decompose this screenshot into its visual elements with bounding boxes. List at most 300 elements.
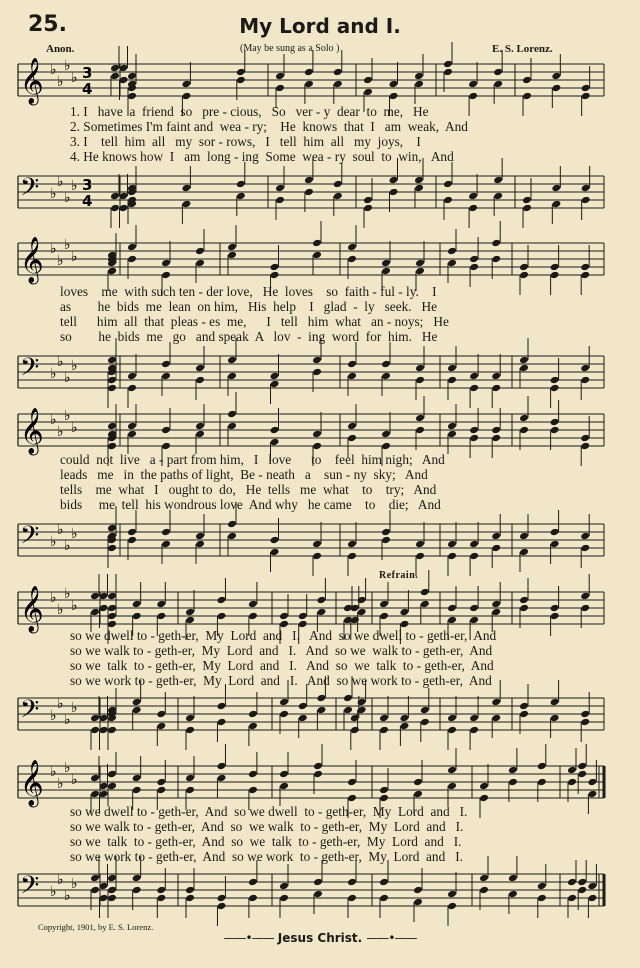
- notehead: [415, 267, 425, 276]
- notehead: [537, 882, 547, 891]
- notehead: [304, 68, 314, 77]
- lyric-line: so we talk to - geth-er, And so we talk to - geth-er, My Lord and I.: [70, 834, 462, 849]
- flat-icon: ♭: [64, 190, 71, 206]
- notehead: [195, 247, 205, 256]
- notehead: [216, 702, 226, 711]
- notehead: [236, 192, 246, 201]
- notehead: [279, 770, 289, 779]
- notehead: [248, 878, 258, 887]
- notehead: [415, 259, 425, 268]
- notehead: [127, 384, 137, 393]
- flat-icon: ♭: [50, 62, 57, 78]
- flat-icon: ♭: [57, 522, 64, 538]
- notehead: [522, 76, 532, 85]
- notehead: [156, 778, 166, 787]
- notehead: [132, 774, 142, 783]
- notehead: [107, 384, 117, 393]
- flat-icon: ♭: [50, 412, 57, 428]
- notehead: [216, 718, 226, 727]
- notehead: [537, 762, 547, 771]
- flat-icon: ♭: [50, 708, 57, 724]
- notehead: [107, 874, 117, 883]
- notehead: [127, 430, 137, 439]
- notehead: [347, 422, 357, 431]
- notehead: [399, 620, 409, 629]
- notehead: [185, 616, 195, 625]
- notehead: [195, 540, 205, 549]
- topic-footer: [0, 931, 640, 945]
- notehead: [195, 532, 205, 541]
- notehead: [110, 72, 120, 81]
- flat-icon: ♭: [71, 178, 78, 194]
- ornament-right: ——•——: [366, 931, 417, 945]
- notehead: [216, 596, 226, 605]
- notehead: [519, 356, 529, 365]
- notehead: [185, 714, 195, 723]
- notehead: [580, 434, 590, 443]
- notehead: [127, 72, 137, 81]
- notehead: [537, 778, 547, 787]
- notehead: [312, 552, 322, 561]
- notehead: [551, 84, 561, 93]
- notehead: [132, 600, 142, 609]
- notehead: [389, 92, 399, 101]
- notehead: [587, 790, 597, 799]
- notehead: [508, 766, 518, 775]
- notehead: [414, 184, 424, 193]
- notehead: [347, 255, 357, 264]
- lyric-line: so he bids me go and speak A lov - ing word for him. He: [60, 329, 438, 344]
- notehead: [491, 426, 501, 435]
- flat-icon: ♭: [57, 174, 64, 190]
- notehead: [181, 200, 191, 209]
- notehead: [493, 68, 503, 77]
- notehead: [156, 786, 166, 795]
- notehead: [107, 524, 117, 533]
- notehead: [107, 422, 117, 431]
- notehead: [522, 196, 532, 205]
- notehead: [493, 192, 503, 201]
- notehead: [447, 616, 457, 625]
- notehead: [567, 778, 577, 787]
- notehead: [447, 422, 457, 431]
- notehead: [227, 243, 237, 252]
- notehead: [491, 600, 501, 609]
- notehead: [522, 204, 532, 213]
- notehead: [248, 612, 258, 621]
- notehead: [312, 239, 322, 248]
- notehead: [491, 714, 501, 723]
- lyric-line: so we work to - geth-er, And so we work to - geth-er, My Lord and I.: [70, 849, 463, 864]
- notehead: [491, 239, 501, 248]
- notehead: [379, 726, 389, 735]
- notehead: [279, 620, 289, 629]
- flat-icon: ♭: [71, 526, 78, 542]
- notehead: [580, 364, 590, 373]
- notehead: [275, 84, 285, 93]
- notehead: [298, 714, 308, 723]
- notehead: [279, 612, 289, 621]
- notehead: [550, 698, 560, 707]
- notehead: [107, 442, 117, 451]
- notehead: [350, 726, 360, 735]
- notehead: [587, 882, 597, 891]
- notehead: [413, 898, 423, 907]
- notehead: [270, 426, 280, 435]
- notehead: [469, 540, 479, 549]
- notehead: [216, 894, 226, 903]
- notehead: [357, 706, 367, 715]
- notehead: [279, 710, 289, 719]
- notehead: [420, 588, 430, 597]
- flat-icon: ♭: [50, 764, 57, 780]
- notehead: [551, 184, 561, 193]
- notehead: [447, 604, 457, 613]
- notehead: [550, 418, 560, 427]
- bass-clef-icon: 𝄢: [20, 353, 40, 388]
- notehead: [379, 794, 389, 803]
- notehead: [420, 718, 430, 727]
- notehead: [447, 714, 457, 723]
- notehead: [468, 80, 478, 89]
- notehead: [195, 430, 205, 439]
- hymn-number: 25.: [28, 12, 67, 37]
- bass-clef-icon: 𝄢: [20, 521, 40, 556]
- notehead: [312, 368, 322, 377]
- notehead: [161, 442, 171, 451]
- flat-icon: ♭: [57, 424, 64, 440]
- notehead: [479, 886, 489, 895]
- treble-staff-5: [0, 760, 640, 810]
- notehead: [580, 718, 590, 727]
- notehead: [491, 544, 501, 553]
- treble-clef-icon: 𝄞: [20, 58, 44, 104]
- treble-clef-icon: 𝄞: [20, 237, 44, 283]
- notehead: [279, 782, 289, 791]
- notehead: [379, 894, 389, 903]
- notehead: [313, 770, 323, 779]
- notehead: [347, 360, 357, 369]
- lyric-line: so we talk to - geth-er, My Lord and I. And so we talk to - geth-er, And: [70, 658, 494, 673]
- notehead: [399, 714, 409, 723]
- notehead: [236, 68, 246, 77]
- notehead: [420, 706, 430, 715]
- notehead: [493, 176, 503, 185]
- notehead: [216, 774, 226, 783]
- notehead: [236, 76, 246, 85]
- notehead: [493, 80, 503, 89]
- notehead: [90, 714, 100, 723]
- ornament-left: ——•——: [223, 931, 274, 945]
- notehead: [347, 778, 357, 787]
- notehead: [132, 786, 142, 795]
- notehead: [127, 536, 137, 545]
- notehead: [468, 204, 478, 213]
- notehead: [550, 612, 560, 621]
- treble-staff-3: [0, 408, 640, 458]
- treble-staff-2: [0, 237, 640, 287]
- hymn-title: My Lord and I.: [239, 14, 401, 38]
- notehead: [580, 544, 590, 553]
- notehead: [227, 356, 237, 365]
- notehead: [381, 430, 391, 439]
- notehead: [519, 263, 529, 272]
- notehead: [127, 372, 137, 381]
- lyric-line: so we dwell to - geth-er, My Lord and I. And so we dwell to - geth-er, And: [70, 628, 497, 643]
- notehead: [443, 180, 453, 189]
- notehead: [195, 422, 205, 431]
- notehead: [577, 878, 587, 887]
- notehead: [519, 414, 529, 423]
- notehead: [587, 778, 597, 787]
- notehead: [316, 596, 326, 605]
- notehead: [275, 184, 285, 193]
- notehead: [519, 604, 529, 613]
- notehead: [379, 612, 389, 621]
- notehead: [185, 726, 195, 735]
- notehead: [580, 592, 590, 601]
- notehead: [275, 72, 285, 81]
- notehead: [347, 894, 357, 903]
- notehead: [414, 72, 424, 81]
- time-signature-top: 3: [82, 64, 93, 82]
- notehead: [567, 766, 577, 775]
- notehead: [279, 882, 289, 891]
- notehead: [216, 612, 226, 621]
- notehead: [491, 372, 501, 381]
- notehead: [550, 271, 560, 280]
- notehead: [161, 426, 171, 435]
- notehead: [389, 188, 399, 197]
- notehead: [550, 384, 560, 393]
- flat-icon: ♭: [64, 586, 71, 602]
- notehead: [107, 267, 117, 276]
- notehead: [185, 894, 195, 903]
- flat-icon: ♭: [71, 700, 78, 716]
- notehead: [577, 770, 587, 779]
- notehead: [127, 92, 137, 101]
- flat-icon: ♭: [71, 876, 78, 892]
- notehead: [333, 180, 343, 189]
- notehead: [270, 536, 280, 545]
- treble-clef-icon: 𝄞: [20, 760, 44, 806]
- notehead: [508, 778, 518, 787]
- notehead: [447, 782, 457, 791]
- notehead: [304, 188, 314, 197]
- notehead: [363, 204, 373, 213]
- notehead: [577, 762, 587, 771]
- notehead: [107, 894, 117, 903]
- notehead: [519, 426, 529, 435]
- bass-clef-icon: 𝄢: [20, 173, 40, 208]
- notehead: [312, 251, 322, 260]
- copyright-notice: Copyright, 1901, by E. S. Lorenz.: [38, 922, 154, 932]
- flat-icon: ♭: [64, 237, 71, 253]
- notehead: [347, 434, 357, 443]
- notehead: [381, 528, 391, 537]
- notehead: [110, 204, 120, 213]
- notehead: [491, 434, 501, 443]
- notehead: [469, 616, 479, 625]
- flat-icon: ♭: [64, 712, 71, 728]
- notehead: [90, 774, 100, 783]
- flat-icon: ♭: [50, 186, 57, 202]
- notehead: [381, 372, 391, 381]
- notehead: [550, 263, 560, 272]
- notehead: [580, 271, 590, 280]
- notehead: [415, 414, 425, 423]
- notehead: [550, 540, 560, 549]
- notehead: [90, 790, 100, 799]
- notehead: [333, 192, 343, 201]
- notehead: [316, 694, 326, 703]
- lyric-line: leads me in the paths of light, Be - neath a sun - ny sky; And: [60, 467, 428, 482]
- notehead: [195, 364, 205, 373]
- flat-icon: ♭: [64, 538, 71, 554]
- notehead: [357, 698, 367, 707]
- notehead: [313, 890, 323, 899]
- notehead: [132, 706, 142, 715]
- notehead: [469, 726, 479, 735]
- notehead: [551, 72, 561, 81]
- notehead: [580, 532, 590, 541]
- notehead: [270, 380, 280, 389]
- notehead: [363, 76, 373, 85]
- notehead: [347, 794, 357, 803]
- flat-icon: ♭: [50, 366, 57, 382]
- notehead: [90, 608, 100, 617]
- notehead: [415, 540, 425, 549]
- notehead: [132, 612, 142, 621]
- notehead: [519, 532, 529, 541]
- notehead: [469, 426, 479, 435]
- notehead: [248, 770, 258, 779]
- notehead: [227, 520, 237, 529]
- notehead: [469, 263, 479, 272]
- notehead: [227, 251, 237, 260]
- flat-icon: ♭: [50, 534, 57, 550]
- notehead: [491, 384, 501, 393]
- notehead: [519, 364, 529, 373]
- notehead: [156, 886, 166, 895]
- notehead: [90, 592, 100, 601]
- notehead: [479, 782, 489, 791]
- flat-icon: ♭: [50, 241, 57, 257]
- topic-label: Jesus Christ.: [277, 931, 363, 945]
- notehead: [399, 722, 409, 731]
- notehead: [447, 364, 457, 373]
- notehead: [316, 608, 326, 617]
- notehead: [491, 255, 501, 264]
- notehead: [447, 259, 457, 268]
- notehead: [298, 620, 308, 629]
- notehead: [107, 886, 117, 895]
- notehead: [479, 874, 489, 883]
- flat-icon: ♭: [71, 772, 78, 788]
- notehead: [107, 604, 117, 613]
- notehead: [90, 886, 100, 895]
- notehead: [132, 698, 142, 707]
- notehead: [270, 372, 280, 381]
- notehead: [110, 64, 120, 73]
- notehead: [350, 616, 360, 625]
- lyric-line: 2. Sometimes I'm faint and wea - ry; He knows that I am weak, And: [70, 119, 468, 134]
- notehead: [415, 426, 425, 435]
- notehead: [447, 890, 457, 899]
- notehead: [468, 192, 478, 201]
- notehead: [420, 600, 430, 609]
- notehead: [381, 259, 391, 268]
- notehead: [447, 902, 457, 911]
- notehead: [469, 604, 479, 613]
- notehead: [161, 271, 171, 280]
- notehead: [227, 410, 237, 419]
- notehead: [469, 434, 479, 443]
- notehead: [468, 92, 478, 101]
- time-signature-bottom: 4: [82, 80, 93, 98]
- lyric-line: 4. He knows how I am long - ing Some wea - ry soul to win, And: [70, 149, 454, 164]
- notehead: [580, 710, 590, 719]
- notehead: [107, 726, 117, 735]
- bass-staff-3: [0, 518, 640, 568]
- notehead: [567, 894, 577, 903]
- notehead: [469, 552, 479, 561]
- notehead: [415, 552, 425, 561]
- notehead: [270, 548, 280, 557]
- flat-icon: ♭: [64, 58, 71, 74]
- notehead: [107, 544, 117, 553]
- notehead: [447, 430, 457, 439]
- music-composer: E. S. Lorenz.: [492, 43, 553, 55]
- notehead: [363, 88, 373, 97]
- lyric-line: as he bids me lean on him, His help I glad - ly seek. He: [60, 299, 438, 314]
- notehead: [537, 894, 547, 903]
- notehead: [248, 722, 258, 731]
- bass-clef-icon: 𝄢: [20, 871, 40, 906]
- notehead: [581, 84, 591, 93]
- notehead: [443, 60, 453, 69]
- notehead: [107, 592, 117, 601]
- notehead: [379, 786, 389, 795]
- notehead: [469, 372, 479, 381]
- notehead: [399, 608, 409, 617]
- notehead: [216, 762, 226, 771]
- notehead: [381, 360, 391, 369]
- notehead: [313, 878, 323, 887]
- notehead: [581, 196, 591, 205]
- notehead: [127, 528, 137, 537]
- notehead: [343, 694, 353, 703]
- treble-staff-1: [0, 58, 640, 108]
- notehead: [447, 552, 457, 561]
- notehead: [389, 80, 399, 89]
- notehead: [447, 247, 457, 256]
- notehead: [156, 894, 166, 903]
- notehead: [127, 243, 137, 252]
- notehead: [90, 726, 100, 735]
- notehead: [161, 360, 171, 369]
- notehead: [279, 894, 289, 903]
- notehead: [381, 536, 391, 545]
- notehead: [508, 890, 518, 899]
- notehead: [580, 604, 590, 613]
- notehead: [347, 540, 357, 549]
- flat-icon: ♭: [71, 70, 78, 86]
- notehead: [185, 774, 195, 783]
- lyric-line: bids me tell his wondrous love And why he came to die; And: [60, 497, 441, 512]
- notehead: [577, 886, 587, 895]
- notehead: [469, 714, 479, 723]
